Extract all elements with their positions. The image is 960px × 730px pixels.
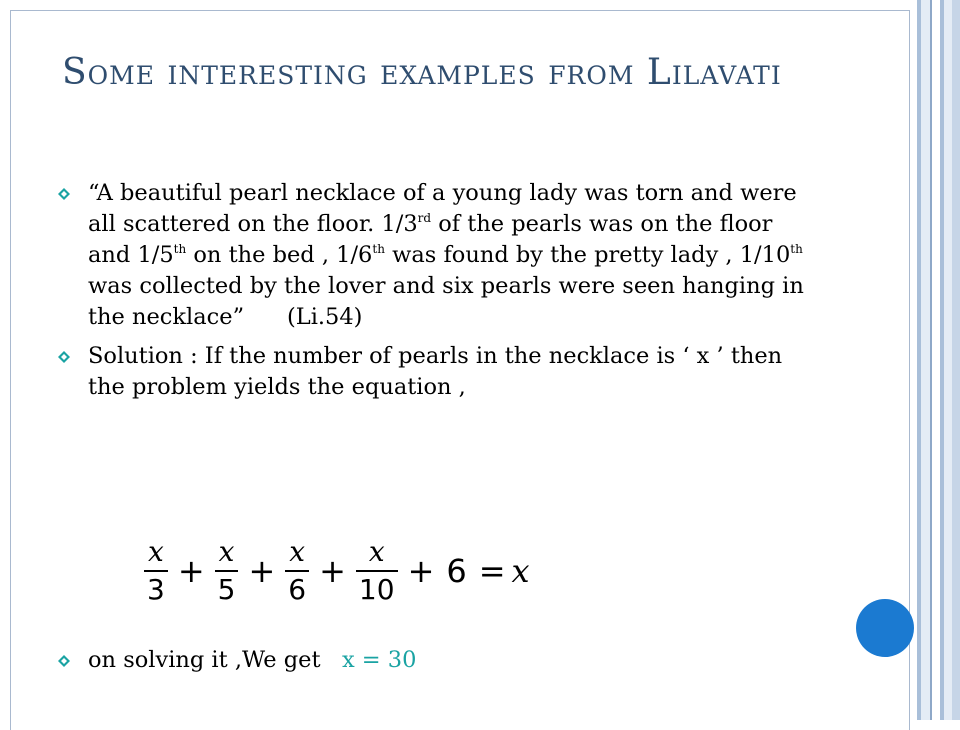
constant: 6 [446,552,467,590]
decorative-circle [856,599,914,657]
decor-band [944,0,952,720]
decor-band [952,0,960,720]
answer-text: on solving it ,We get [88,647,342,673]
numerator: x [368,535,385,568]
fraction-bar [144,570,168,572]
diamond-bullet-icon [58,655,70,667]
solution-text: Solution : If the number of pearls in the necklace is ‘ x ’ then the problem yields the equation , [88,343,783,400]
plus-sign: + [407,552,435,590]
rhs-variable: x [511,552,530,590]
denominator: 3 [147,573,165,606]
bullet-solution [58,341,818,403]
numerator: x [218,535,235,568]
fraction [215,536,239,606]
equals-sign: = [478,552,506,590]
decor-band [932,0,940,720]
superscript: th [372,242,385,256]
denominator: 10 [358,573,395,606]
decor-band [921,0,930,720]
fraction [285,536,309,606]
superscript: th [173,242,187,256]
bullet-list [58,178,818,403]
numerator: x [289,535,306,568]
fraction-bar [285,570,309,572]
numerator: x [148,535,164,568]
problem-text: of the pearls was on the floor and 1/5 [88,211,773,268]
denominator: 5 [217,573,236,606]
superscript: rd [417,211,432,225]
equation [140,532,560,610]
bullet-answer [58,645,818,676]
diamond-bullet-icon [58,188,70,200]
problem-text: on the bed , 1/6 [186,242,373,268]
superscript: th [790,242,803,256]
diamond-bullet-icon [58,351,70,363]
fraction-bar [215,570,239,572]
fraction-bar [356,570,398,572]
problem-text: was found by the pretty lady , 1/10 [384,242,791,268]
fraction [144,536,168,606]
plus-sign: + [319,552,346,590]
problem-text: was collected by the lover and six pearls were seen hanging in the necklace” (Li.54) [88,242,818,330]
bullet-list-answer [58,645,818,676]
plus-sign: + [248,552,276,590]
denominator: 6 [288,573,307,606]
fraction [356,536,398,606]
answer-value: x = 30 [341,647,417,673]
slide-title: Some interesting examples from Lilavati [62,52,782,93]
plus-sign: + [177,552,205,590]
bullet-problem [58,178,818,333]
problem-text: “A beautiful pearl necklace of a young lady was torn and were all scattered on the floor. 1/3 [88,180,797,237]
